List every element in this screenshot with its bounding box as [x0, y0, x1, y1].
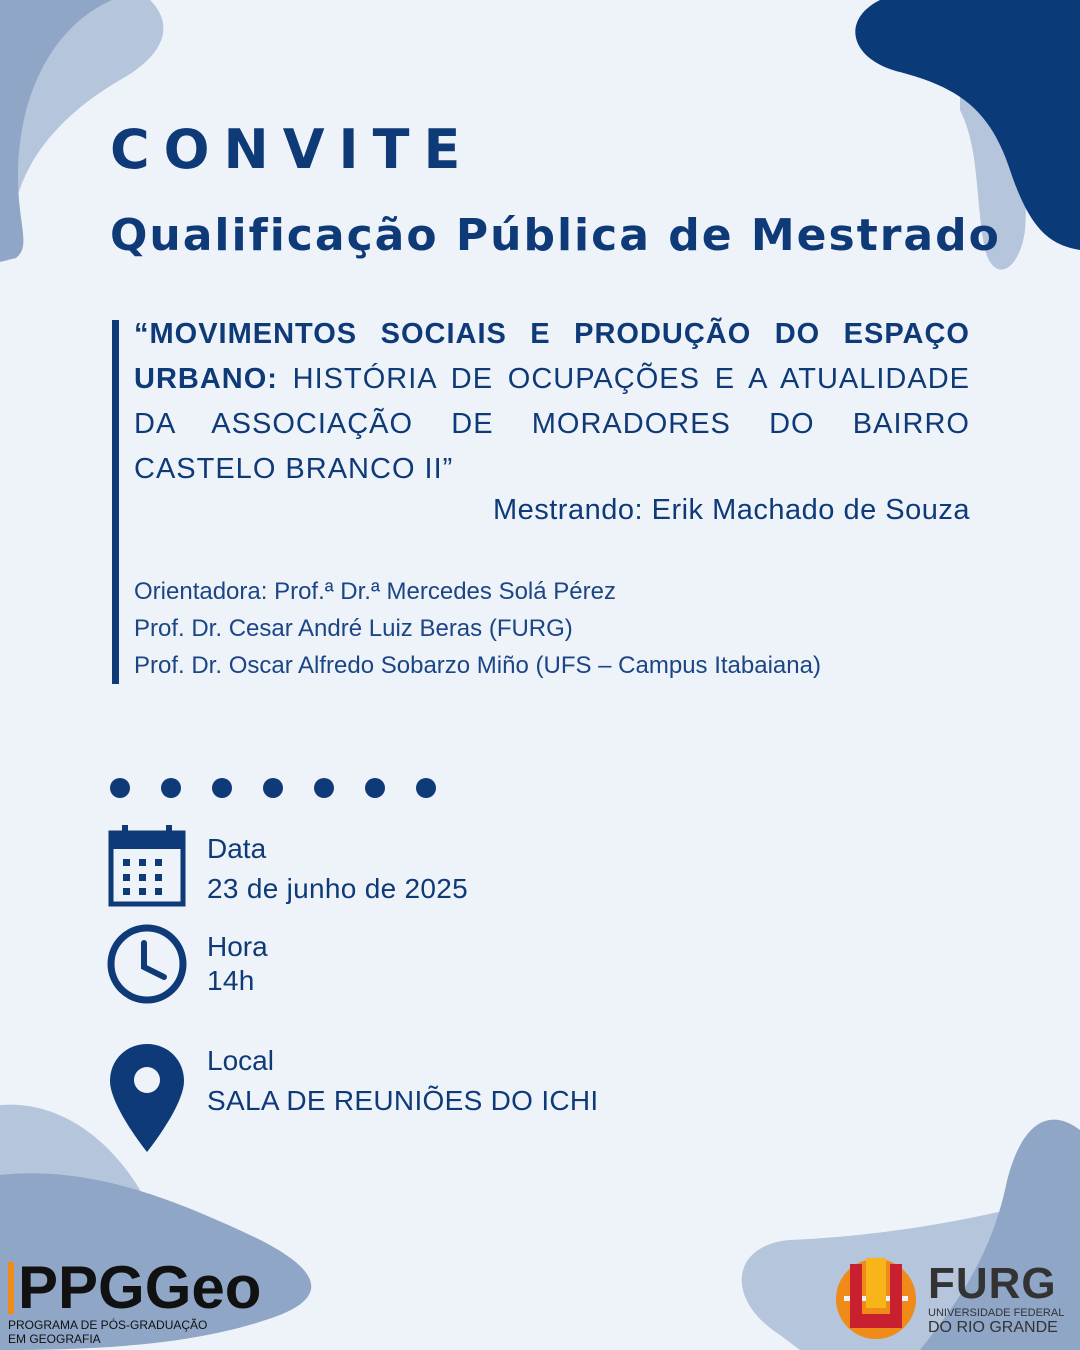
page-subtitle: Qualificação Pública de Mestrado [110, 210, 1001, 261]
furg-subtitle-line2: DO RIO GRANDE [928, 1319, 1058, 1336]
location-pin-icon [108, 1042, 186, 1154]
ppggeo-accent-bar [8, 1262, 14, 1314]
committee-advisor: Orientadora: Prof.ª Dr.ª Mercedes Solá Pérez [134, 578, 616, 605]
furg-subtitle-line1: UNIVERSIDADE FEDERAL [928, 1307, 1065, 1319]
time-value: 14h [207, 965, 255, 996]
time-label: Hora [207, 931, 268, 962]
dot [263, 778, 283, 798]
ppggeo-subtitle-line2: EM GEOGRAFIA [8, 1332, 101, 1346]
committee-member: Prof. Dr. Cesar André Luiz Beras (FURG) [134, 615, 573, 642]
thesis-title [134, 312, 970, 492]
dots-divider [110, 778, 436, 798]
ppggeo-name: PPGGeo [18, 1254, 262, 1321]
committee-member: Prof. Dr. Oscar Alfredo Sobarzo Miño (UFS – Campus Itabaiana) [134, 652, 821, 679]
dot [110, 778, 130, 798]
dot [365, 778, 385, 798]
thesis-title-rest: HISTÓRIA DE OCUPAÇÕES E A ATUALIDADE DA ASSOCIAÇÃO DE MORADORES DO BAIRRO CASTELO BRANCO II” [134, 363, 970, 485]
dot [161, 778, 181, 798]
page-title: CONVITE [110, 118, 475, 181]
accent-bar [112, 320, 119, 684]
calendar-icon [108, 825, 186, 907]
clock-icon [106, 923, 188, 1005]
furg-name: FURG [928, 1259, 1057, 1308]
dot [314, 778, 334, 798]
committee-list [134, 573, 821, 684]
furg-emblem-icon [834, 1256, 918, 1342]
ppggeo-logo [8, 1254, 262, 1346]
furg-logo [834, 1256, 1064, 1342]
place-value: SALA DE REUNIÕES DO ICHI [207, 1085, 599, 1116]
thesis-title-bold: “MOVIMENTOS SOCIAIS E PRODUÇÃO DO ESPAÇO URBANO: [134, 318, 970, 395]
ppggeo-subtitle-line1: PROGRAMA DE PÓS-GRADUAÇÃO [8, 1318, 208, 1332]
date-value: 23 de junho de 2025 [207, 873, 469, 904]
date-label: Data [207, 833, 267, 864]
student-name: Mestrando: Erik Machado de Souza [492, 494, 970, 526]
place-label: Local [207, 1045, 274, 1076]
dot [212, 778, 232, 798]
dot [416, 778, 436, 798]
